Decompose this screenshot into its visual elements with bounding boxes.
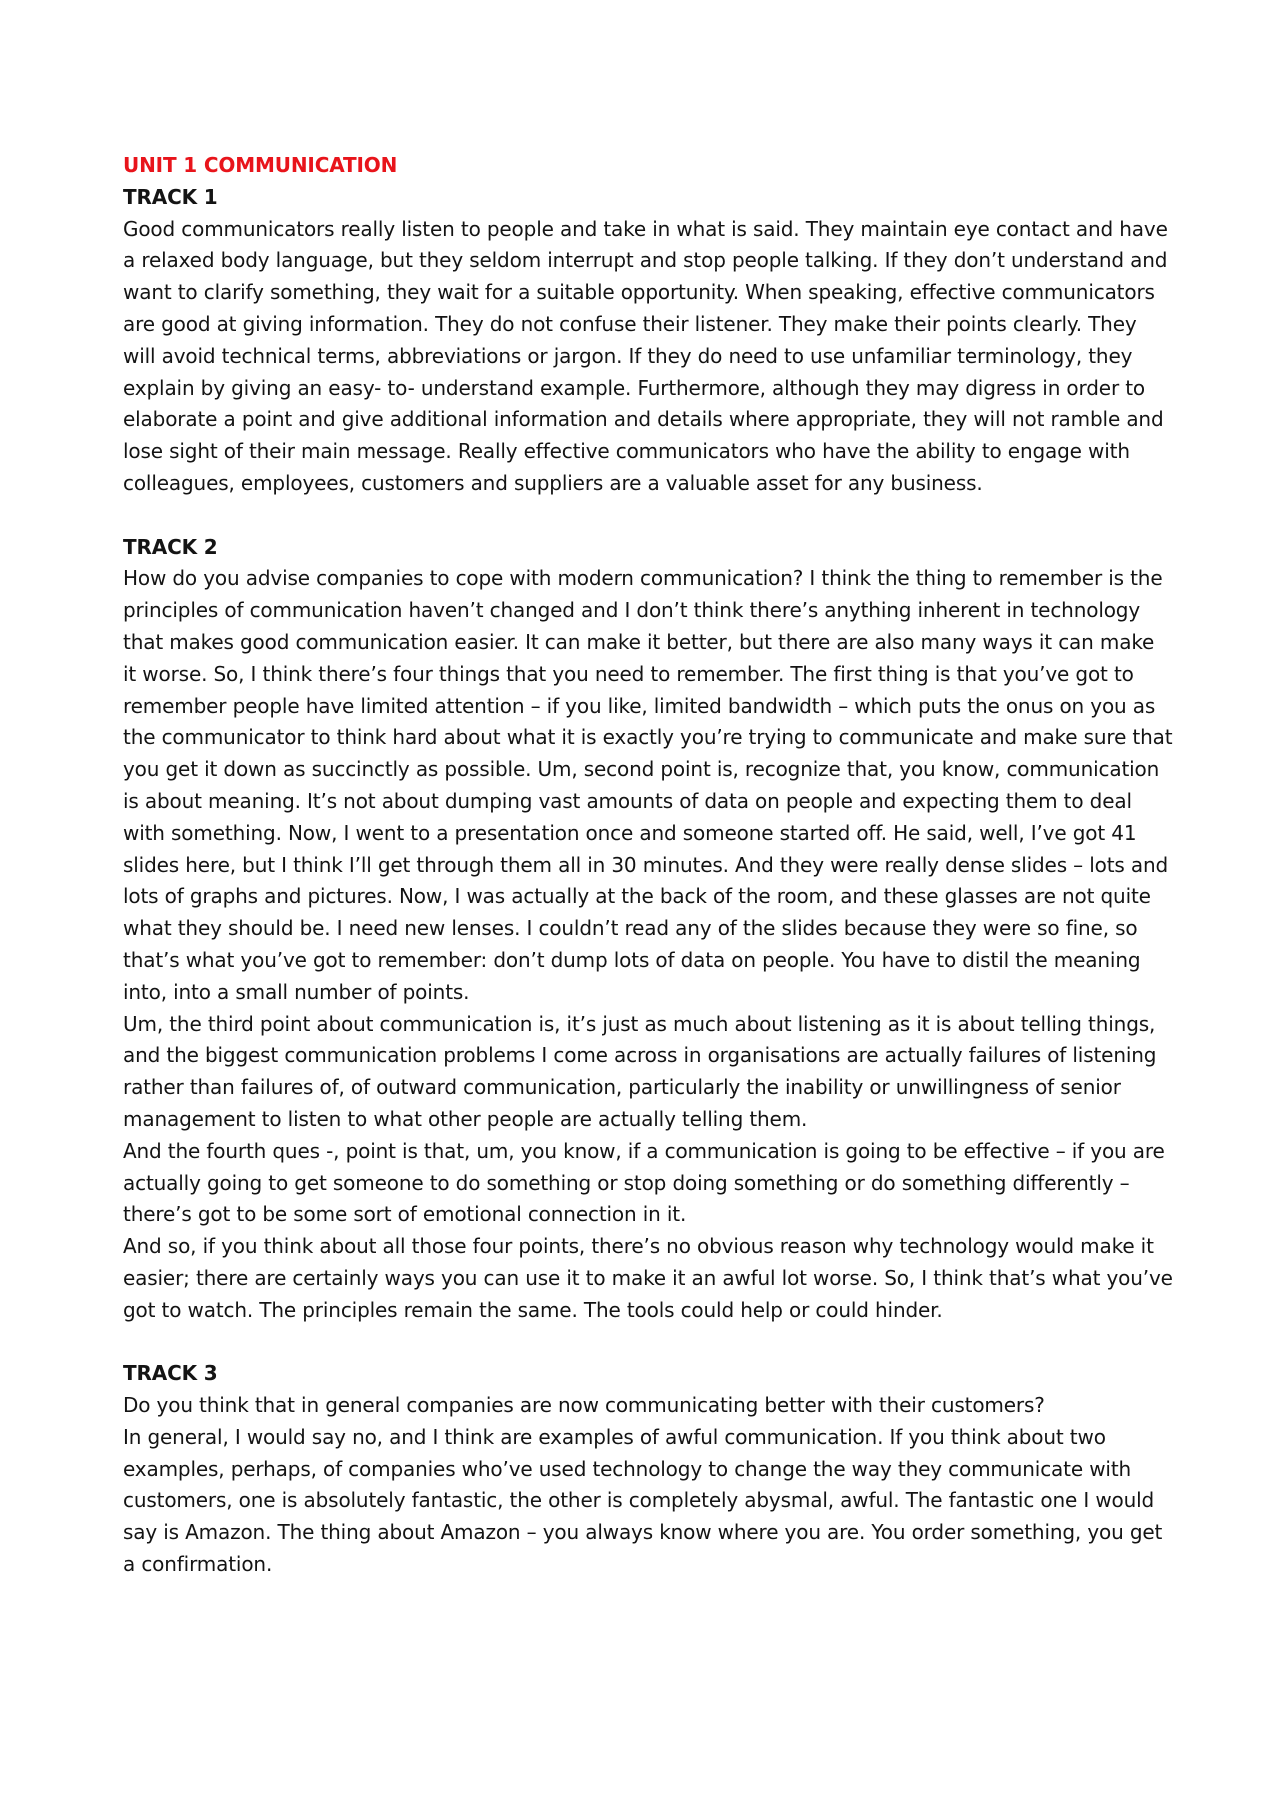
unit-title: UNIT 1 COMMUNICATION bbox=[123, 153, 398, 177]
track-2-section bbox=[123, 532, 1173, 1327]
track-3-heading: TRACK 3 bbox=[123, 1361, 218, 1386]
track-3-paragraph-2: In general, I would say no, and I think are examples of awful communication. If you think about two examples, perhaps, of companies who’ve used technology to change the way they communicate with customers, one is absolutely fantastic, the other is completely abysmal, awful. The fantastic one I would say is Amazon. The thing about Amazon – you always know where you are. You order something, you get a confirmation. bbox=[123, 1424, 1163, 1577]
track-3-section bbox=[123, 1358, 1173, 1581]
track-2-heading: TRACK 2 bbox=[123, 534, 218, 559]
track-2-paragraph-1: How do you advise companies to cope with modern communication? I think the thing to remember is the principles of communication haven’t changed and I don’t think there’s anything inherent in technology that makes good communication easier. It can make it better, but there are also many ways it can make it worse. So, I think there’s four things that you need to remember. The first thing is that you’ve got to remember people have limited attention – if you like, limited bandwidth – which puts the onus on you as the communicator to think hard about what it is exactly you’re trying to communicate and make sure that you get it down as succinctly as possible. Um, second point is, recognize that, you know, communication is about meaning. It’s not about dumping vast amounts of data on people and expecting them to deal with something. Now, I went to a presentation once and someone started off. He said, well, I’ve got 41 slides here, but I think I’ll get through them all in 30 minutes. And they were really dense slides – lots and lots of graphs and pictures. Now, I was actually at the back of the room, and these glasses are not quite what they should be. I need new lenses. I couldn’t read any of the slides because they were so fine, so that’s what you’ve got to remember: don’t dump lots of data on people. You have to distil the meaning into, into a small number of points. bbox=[123, 566, 1173, 1004]
track-3-paragraph-1: Do you think that in general companies are now communicating better with their customers? bbox=[123, 1393, 1045, 1418]
track-2-paragraph-3: And the fourth ques -, point is that, um, you know, if a communication is going to be effective – if you are actually going to get someone to do something or stop doing something or do something differently – there’s got to be some sort of emotional connection in it. bbox=[123, 1138, 1165, 1227]
document-page bbox=[123, 150, 1173, 1581]
track-2-paragraph-4: And so, if you think about all those four points, there’s no obvious reason why technology would make it easier; there are certainly ways you can use it to make it an awful lot worse. So, I think that’s what you’ve got to watch. The principles remain the same. The tools could help or could hinder. bbox=[123, 1234, 1173, 1322]
track-1-section bbox=[123, 182, 1173, 500]
track-1-heading: TRACK 1 bbox=[123, 184, 218, 209]
track-1-paragraph-1: Good communicators really listen to people and take in what is said. They maintain eye contact and have a relaxed body language, but they seldom interrupt and stop people talking. If they don’t understand and want to clarify something, they wait for a suitable opportunity. When speaking, effective communicators are good at giving information. They do not confuse their listener. They make their points clearly. They will avoid technical terms, abbreviations or jargon. If they do need to use unfamiliar terminology, they explain by giving an easy- to- understand example. Furthermore, although they may digress in order to elaborate a point and give additional information and details where appropriate, they will not ramble and lose sight of their main message. Really effective communicators who have the ability to engage with colleagues, employees, customers and suppliers are a valuable asset for any business. bbox=[123, 216, 1168, 495]
section-spacer bbox=[123, 500, 1173, 532]
track-2-paragraph-2: Um, the third point about communication is, it’s just as much about listening as it is about telling things, and the biggest communication problems I come across in organisations are actually failures of listening rather than failures of, of outward communication, particularly the inability or unwillingness of senior management to listen to what other people are actually telling them. bbox=[123, 1011, 1157, 1131]
section-spacer bbox=[123, 1326, 1173, 1358]
